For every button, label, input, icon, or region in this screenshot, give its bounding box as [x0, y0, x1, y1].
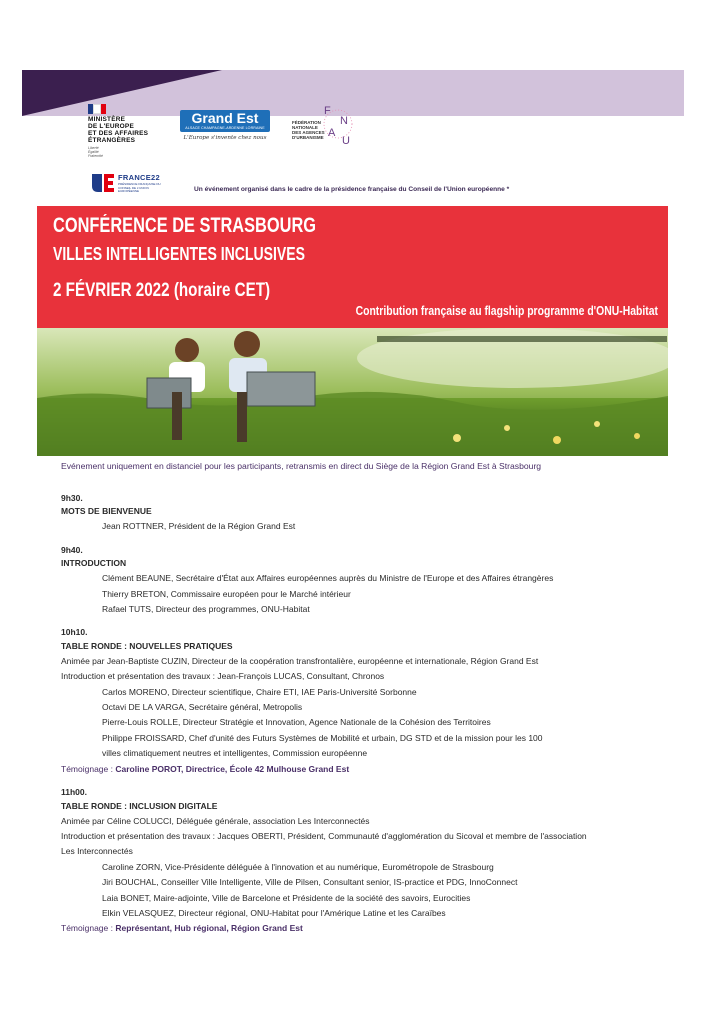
speaker-line: Rafael TUTS, Directeur des programmes, ONU-Habitat	[102, 604, 310, 615]
contribution-note: Contribution française au flagship programme d'ONU-Habitat	[355, 303, 658, 318]
session-title: TABLE RONDE : NOUVELLES PRATIQUES	[61, 640, 233, 651]
testimony-label: Témoignage :	[61, 763, 116, 774]
grand-est-sub: ALSACE CHAMPAGNE-ARDENNE LORRAINE	[185, 126, 265, 130]
grand-est-slogan: L'Europe s'invente chez nous	[183, 135, 267, 141]
grand-est-logo	[180, 110, 270, 141]
ministere-line: DE L'EUROPE	[88, 123, 135, 130]
france22-logo	[90, 172, 161, 199]
moderator-line: Animée par Céline COLUCCI, Déléguée générale, association Les Interconnectés	[61, 815, 370, 826]
svg-text:A: A	[328, 127, 336, 139]
testimony-line	[61, 762, 671, 777]
conference-date: 2 FÉVRIER 2022 (horaire CET)	[53, 280, 271, 301]
speaker-line: Elkin VELASQUEZ, Directeur régional, ONU-Habitat pour l'Amérique Latine et les Caraïbes	[102, 907, 446, 918]
fnau-logo	[290, 102, 370, 150]
ministere-logo	[88, 104, 168, 158]
ministere-line: MINISTÈRE	[88, 116, 126, 123]
speaker-line: Caroline ZORN, Vice-Présidente déléguée à l'innovation et au numérique, Eurométropole de Strasbourg	[102, 861, 494, 872]
svg-text:U: U	[342, 135, 350, 147]
speaker-line: Clément BEAUNE, Secrétaire d'État aux Affaires européennes auprès du Ministre de l'Europe et des Affaires étrangères	[102, 573, 554, 584]
svg-text:N: N	[340, 115, 348, 127]
event-note: Un événement organisé dans le cadre de la présidence française du Conseil de l'Union européenne *	[194, 186, 510, 193]
children-laptops-photo	[37, 328, 668, 456]
session-time: 11h00.	[61, 787, 87, 798]
conference-title: CONFÉRENCE DE STRASBOURG	[53, 214, 317, 237]
fnau-text: FÉDÉRATION NATIONALE DES AGENCES D'URBANISME	[292, 120, 325, 140]
ministere-motto: Liberté Égalité Fraternité	[88, 146, 103, 158]
intro-line: Introduction et présentation des travaux : Jacques OBERTI, Président, Communauté d'agglomération du Sicoval et membre de l'association	[61, 830, 587, 841]
logo-row	[0, 102, 724, 162]
speaker-line: Thierry BRETON, Commissaire européen pour le Marché intérieur	[102, 588, 351, 599]
ministere-line: ET DES AFFAIRES	[88, 130, 149, 137]
testimony-label: Témoignage :	[61, 923, 116, 934]
intro-line: Introduction et présentation des travaux : Jean-François LUCAS, Consultant, Chronos	[61, 671, 385, 682]
french-flag-icon	[88, 104, 106, 114]
distance-note: Evénement uniquement en distanciel pour les participants, retransmis en direct du Siège de la Région Grand Est à Strasbourg	[61, 461, 542, 471]
speaker-line: Carlos MORENO, Directeur scientifique, Chaire ETI, IAE Paris-Université Sorbonne	[102, 686, 417, 697]
conference-subtitle: VILLES INTELLIGENTES INCLUSIVES	[53, 244, 305, 264]
svg-text:F: F	[324, 105, 331, 117]
france22-sub: PRÉSIDENCE FRANÇAISE DU CONSEIL DE L'UNION EUROPÉENNE	[118, 182, 161, 193]
speaker-line: Pierre-Louis ROLLE, Directeur Stratégie et Innovation, Agence Nationale de la Cohésion des Territoires	[102, 717, 491, 728]
grand-est-name: Grand Est	[191, 110, 259, 126]
testimony-speaker: Caroline POROT, Directrice, École 42 Mulhouse Grand Est	[115, 763, 350, 774]
france22-mark-icon	[90, 172, 116, 194]
session-time: 9h30.	[61, 493, 83, 503]
speaker-line: Laia BONET, Maire-adjointe, Ville de Barcelone et Présidente de la société des savoirs, Eurocities	[102, 892, 471, 903]
france22-name: FRANCE22	[118, 173, 160, 182]
session-title: INTRODUCTION	[61, 558, 127, 569]
session-title: TABLE RONDE : INCLUSION DIGITALE	[61, 800, 218, 811]
speaker-line: Jean ROTTNER, Président de la Région Grand Est	[102, 521, 296, 532]
speaker-line: villes climatiquement neutres et intelligentes, Commission européenne	[102, 748, 368, 759]
intro-line-cont: Les Interconnectés	[61, 846, 133, 857]
testimony-line	[61, 921, 671, 936]
session-title: MOTS DE BIENVENUE	[61, 506, 152, 517]
testimony-speaker: Représentant, Hub régional, Région Grand Est	[115, 923, 303, 934]
speaker-line: Jiri BOUCHAL, Conseiller Ville Intelligente, Ville de Pilsen, Consultant senior, IS-practice et PDG, InnoConnect	[102, 877, 518, 888]
speaker-line: Philippe FROISSARD, Chef d'unité des Futurs Systèmes de Mobilité et urbain, DG STD et de la mission pour les 100	[102, 732, 543, 743]
session-time: 10h10.	[61, 627, 88, 638]
programme	[61, 491, 671, 937]
speaker-line: Octavi DE LA VARGA, Secrétaire général, Metropolis	[102, 702, 303, 713]
title-banner	[37, 206, 668, 328]
session-time: 9h40.	[61, 544, 83, 555]
moderator-line: Animée par Jean-Baptiste CUZIN, Directeur de la coopération transfrontalière, européenne et internationale, Région Grand Est	[61, 655, 539, 666]
ministere-line: ÉTRANGÈRES	[88, 137, 136, 144]
